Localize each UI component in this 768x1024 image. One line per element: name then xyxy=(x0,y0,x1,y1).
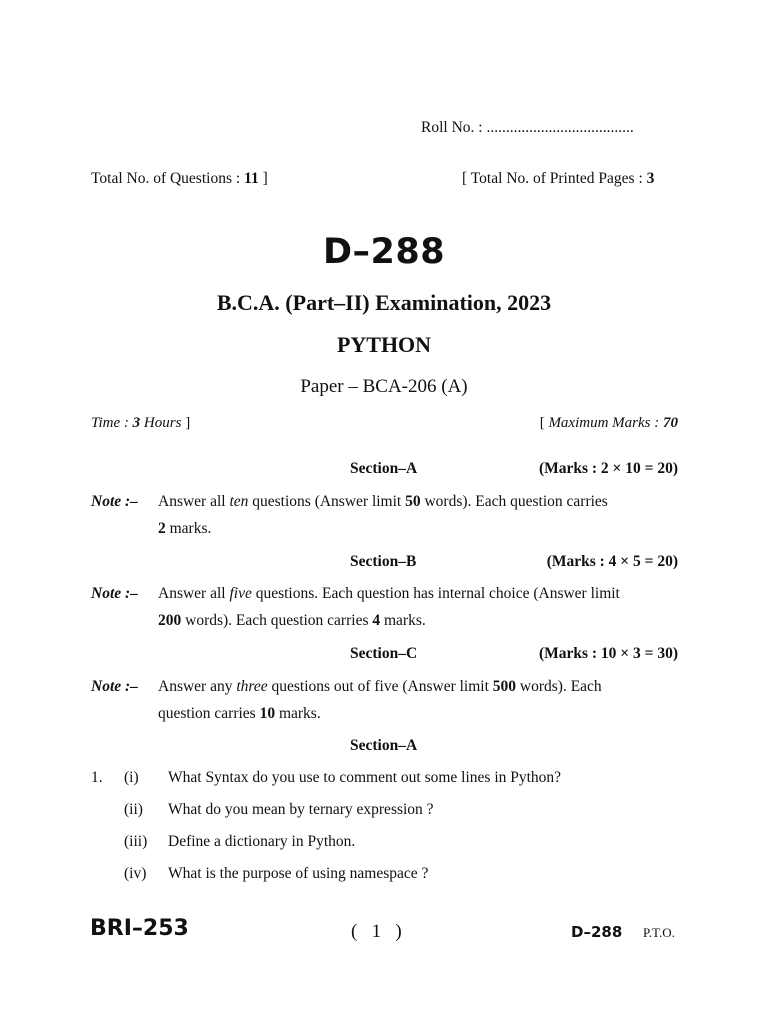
section-b-note-line1 xyxy=(158,585,620,603)
note-text: question carries xyxy=(158,705,260,722)
note-bold: 50 xyxy=(405,493,421,510)
note-bold: 4 xyxy=(372,612,381,629)
printed-pages-label: Total No. of Printed Pages : xyxy=(470,170,643,187)
printed-pages-value: 3 xyxy=(646,170,655,187)
note-bold: 10 xyxy=(259,705,276,722)
section-a-marks: (Marks : 2 × 10 = 20) xyxy=(538,460,678,477)
note-text: Answer all xyxy=(158,585,230,602)
max-label: Maximum Marks : xyxy=(548,415,660,431)
note-text: words). Each xyxy=(516,678,602,695)
section-c-note-line1 xyxy=(158,678,602,696)
section-a-note-line1 xyxy=(158,493,608,511)
section-c-marks: (Marks : 10 × 3 = 30) xyxy=(538,645,678,662)
time-value: 3 xyxy=(132,415,141,431)
time-unit: Hours xyxy=(143,415,182,431)
sub-question-text: What is the purpose of using namespace ? xyxy=(168,865,429,882)
max-value: 70 xyxy=(663,415,678,431)
total-questions-value: 11 xyxy=(244,170,259,187)
note-text: questions. Each question has internal choice (Answer limit xyxy=(251,585,620,602)
total-questions xyxy=(91,170,268,188)
roll-no-dots: ...................................... xyxy=(486,119,634,136)
roll-no xyxy=(421,119,634,137)
note-text: Answer any xyxy=(158,678,237,695)
printed-pages-open: [ xyxy=(462,170,468,187)
time-close: ] xyxy=(185,415,191,431)
sub-question-num: (ii) xyxy=(124,801,143,818)
roll-no-label: Roll No. : xyxy=(421,119,483,136)
total-questions-label: Total No. of Questions : xyxy=(91,170,241,187)
section-c-note-line2 xyxy=(158,705,321,723)
printed-pages xyxy=(462,170,654,188)
note-bold: 200 xyxy=(158,612,182,629)
note-text: marks. xyxy=(380,612,426,629)
section-a-note-label: Note :– xyxy=(91,493,138,510)
note-text: marks. xyxy=(165,520,212,537)
time-allowed xyxy=(91,415,190,432)
section-c-note-label: Note :– xyxy=(91,678,138,695)
sub-question-text: What Syntax do you use to comment out some lines in Python? xyxy=(168,769,562,786)
note-text: words). Each question carries xyxy=(420,493,608,510)
section-b-title: Section–B xyxy=(350,553,417,570)
section-b-note-label: Note :– xyxy=(91,585,138,602)
footer-right-code: D–288 xyxy=(571,923,623,941)
note-bold: 500 xyxy=(492,678,517,695)
note-text: marks. xyxy=(275,705,321,722)
page-number: ( 1 ) xyxy=(351,921,402,942)
total-questions-close: ] xyxy=(262,170,268,187)
exam-title: B.C.A. (Part–II) Examination, 2023 xyxy=(216,290,552,315)
note-text: questions (Answer limit xyxy=(248,493,406,510)
note-text: words). Each question carries xyxy=(181,612,373,629)
sub-question-num: (iii) xyxy=(124,833,148,850)
paper-number: Paper – BCA-206 (A) xyxy=(300,376,468,397)
note-text: questions out of five (Answer limit xyxy=(267,678,493,695)
footer-left-code: BRI–253 xyxy=(90,916,189,941)
time-label: Time : xyxy=(91,415,129,431)
note-emphasis: ten xyxy=(229,493,249,510)
sub-question-num: (iv) xyxy=(124,865,147,882)
note-text: Answer all xyxy=(158,493,230,510)
section-a-note-line2 xyxy=(158,520,211,538)
paper-code: D–288 xyxy=(322,232,446,272)
sub-question-text: Define a dictionary in Python. xyxy=(168,833,356,850)
sub-question-text: What do you mean by ternary expression ? xyxy=(168,801,434,818)
section-b-note-line2 xyxy=(158,612,426,630)
sub-question-num: (i) xyxy=(124,769,139,786)
pto-label: P.T.O. xyxy=(643,925,675,940)
section-a-heading: Section–A xyxy=(350,737,418,754)
max-open: [ xyxy=(539,415,545,431)
section-a-title: Section–A xyxy=(350,460,418,477)
question-number: 1. xyxy=(91,769,103,786)
note-emphasis: five xyxy=(229,585,252,602)
subject-title: PYTHON xyxy=(336,332,432,357)
note-emphasis: three xyxy=(236,678,268,695)
note-bold: 2 xyxy=(158,520,166,537)
section-c-title: Section–C xyxy=(350,645,418,662)
section-b-marks: (Marks : 4 × 5 = 20) xyxy=(546,553,678,570)
maximum-marks xyxy=(540,415,678,432)
